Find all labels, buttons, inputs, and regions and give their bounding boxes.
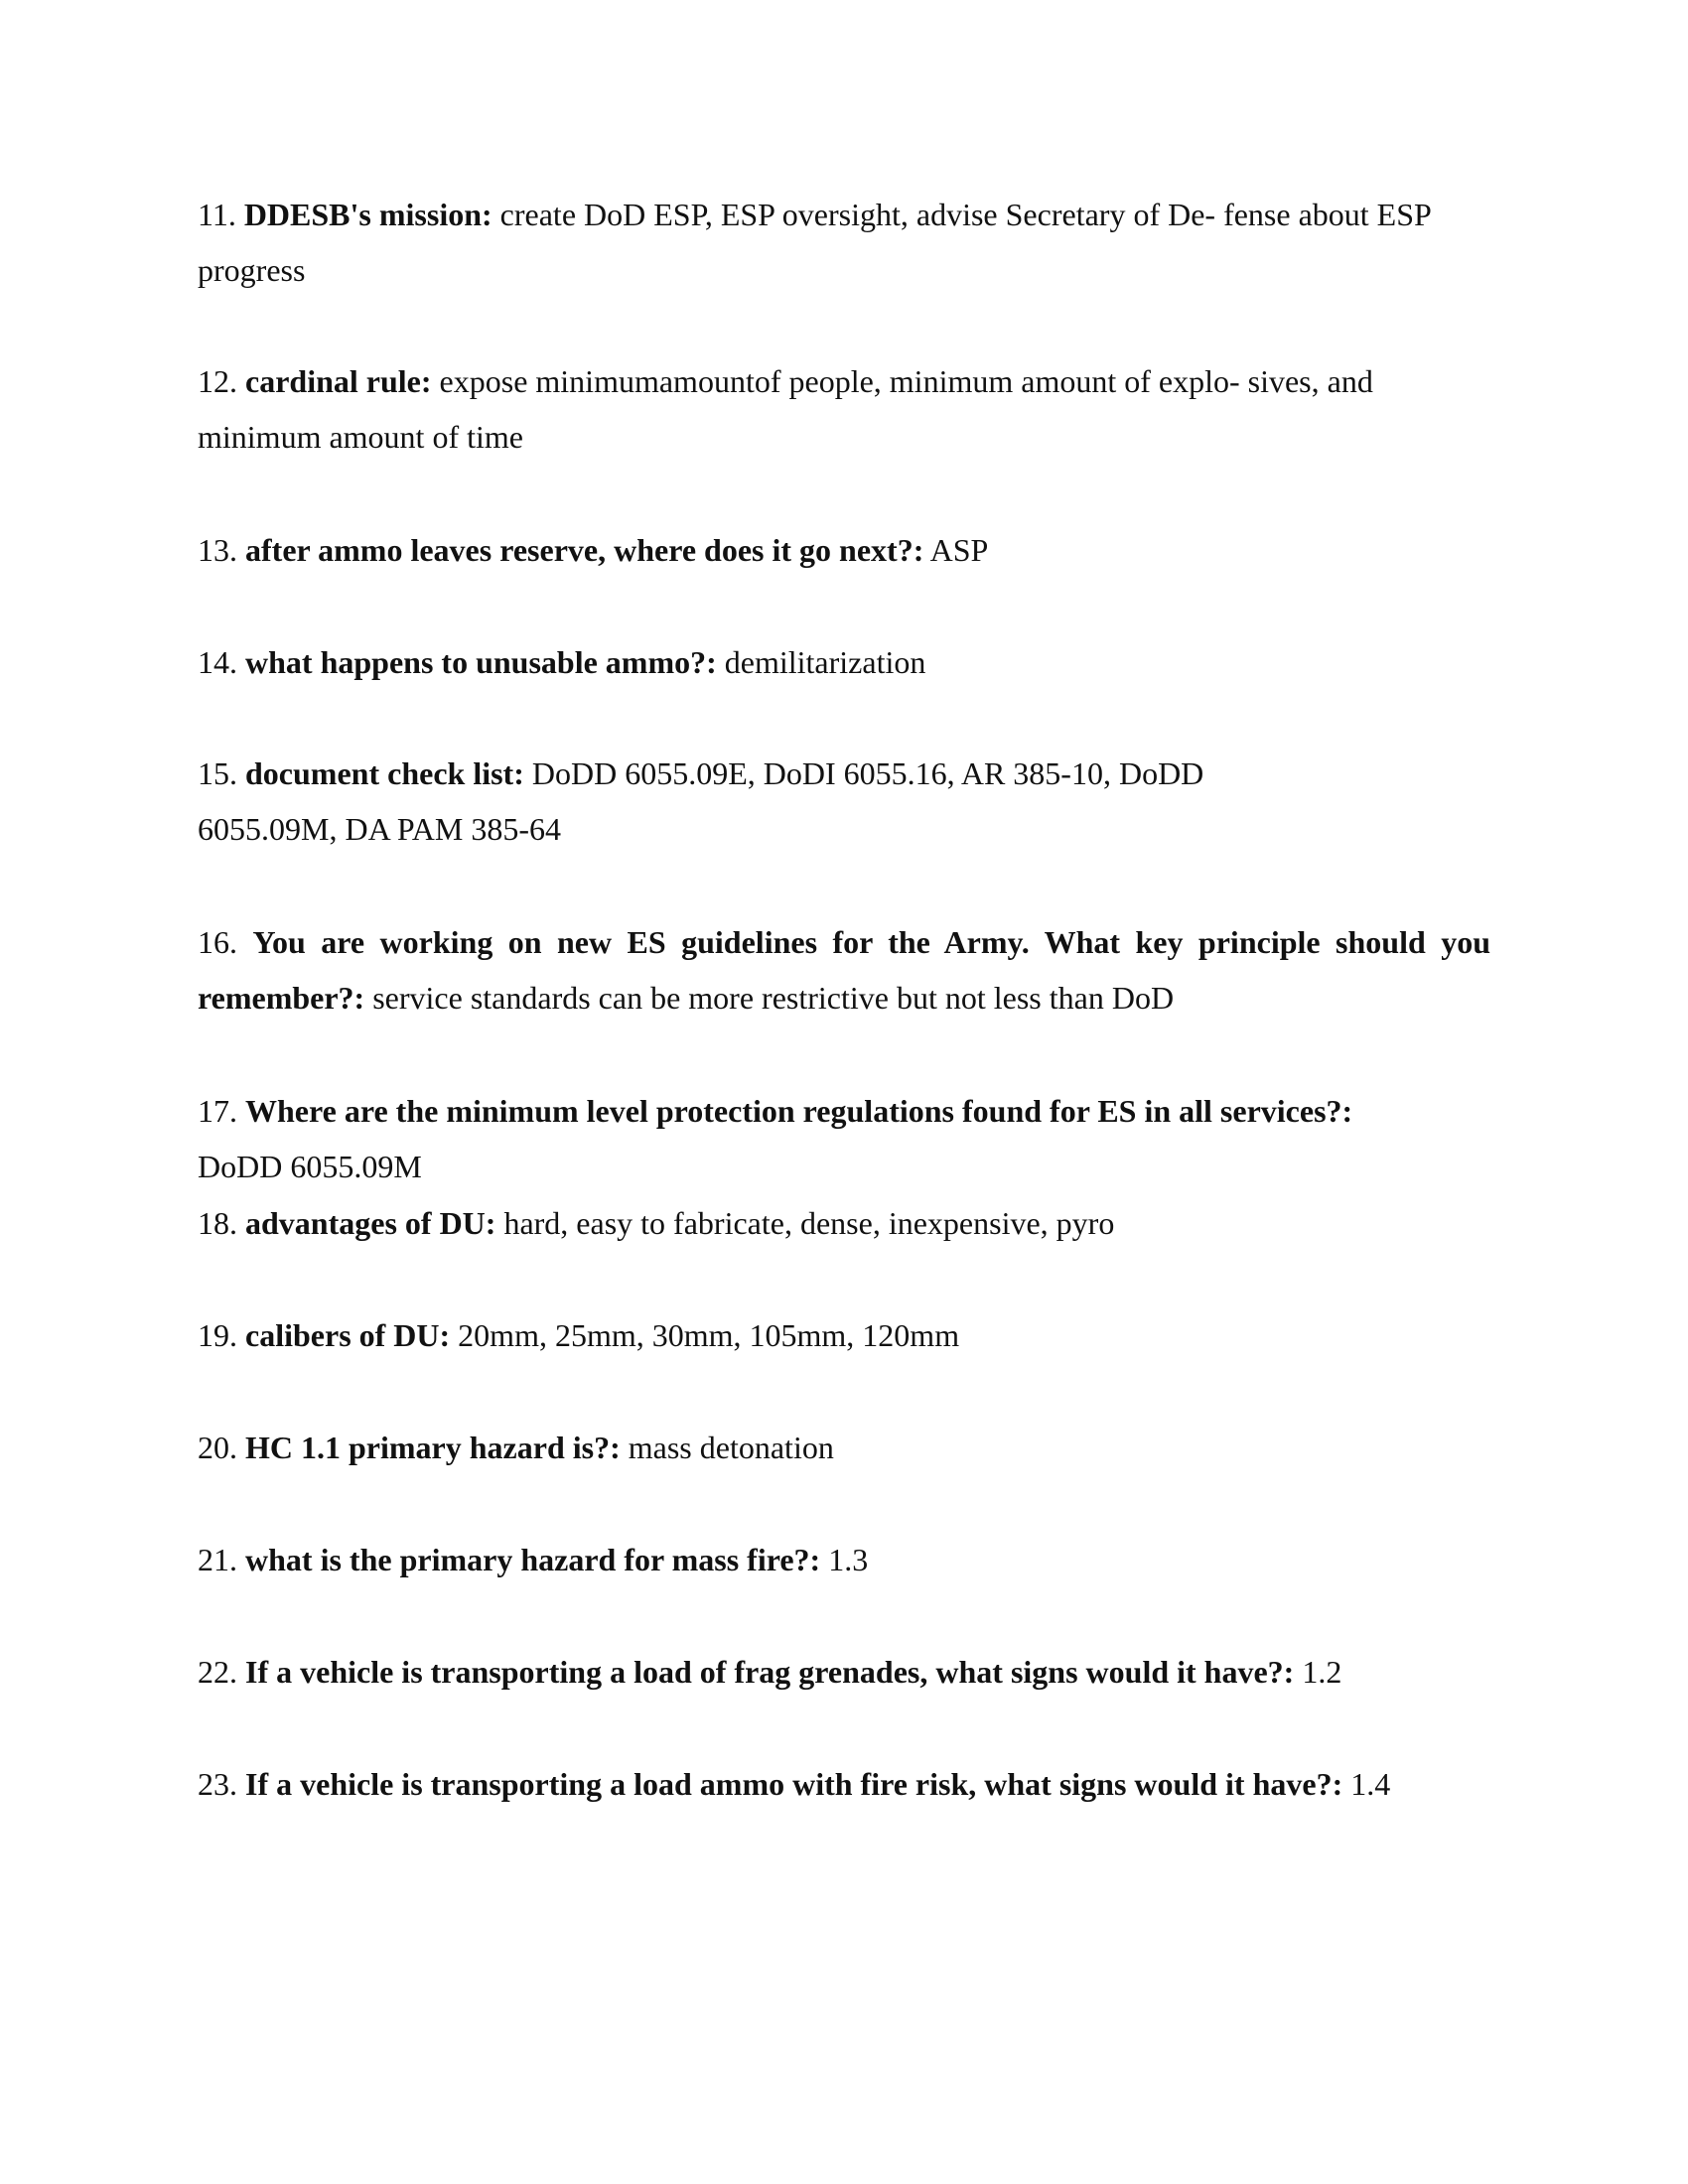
list-item: [198, 1420, 1490, 1475]
item-answer: DoDD 6055.09M: [198, 1149, 422, 1184]
item-answer: expose minimumamountof people, minimum amount of explo- sives, and minimum amount of time: [198, 363, 1373, 455]
item-number: 13.: [198, 532, 237, 568]
list-item: [198, 353, 1490, 465]
item-answer: ASP: [929, 532, 989, 568]
item-question: Where are the minimum level protection regulations found for ES in all services?:: [245, 1093, 1353, 1129]
item-question: what happens to unusable ammo?:: [245, 644, 717, 680]
item-number: 21.: [198, 1542, 237, 1577]
item-answer: 1.3: [828, 1542, 869, 1577]
item-answer: create DoD ESP, ESP oversight, advise Secretary of De- fense about ESP progress: [198, 197, 1431, 288]
item-number: 11.: [198, 197, 236, 232]
item-number: 12.: [198, 363, 237, 399]
item-answer: 1.2: [1302, 1654, 1342, 1690]
list-item: [198, 746, 1490, 857]
item-answer: demilitarization: [724, 644, 926, 680]
item-number: 14.: [198, 644, 237, 680]
list-item: [198, 1756, 1490, 1812]
item-question: what is the primary hazard for mass fire?:: [245, 1542, 821, 1577]
item-number: 23.: [198, 1766, 237, 1802]
item-number: 18.: [198, 1205, 237, 1241]
list-item: [198, 1195, 1490, 1251]
item-answer-continuation: 6055.09M, DA PAM 385-64: [198, 811, 561, 847]
item-number: 20.: [198, 1430, 237, 1465]
list-item: [198, 634, 1490, 690]
item-answer: mass detonation: [628, 1430, 834, 1465]
list-item: [198, 1644, 1490, 1700]
item-answer: DoDD 6055.09E, DoDI 6055.16, AR 385-10, DoDD: [531, 755, 1204, 791]
item-number: 15.: [198, 755, 237, 791]
list-item: [198, 1083, 1490, 1194]
list-item: [198, 914, 1490, 1025]
list-item: [198, 522, 1490, 578]
item-number: 22.: [198, 1654, 237, 1690]
item-answer: 1.4: [1350, 1766, 1391, 1802]
list-item: [198, 187, 1490, 298]
item-question: advantages of DU:: [245, 1205, 496, 1241]
list-item: [198, 1532, 1490, 1587]
item-question: If a vehicle is transporting a load of frag grenades, what signs would it have?:: [245, 1654, 1295, 1690]
item-question: DDESB's mission:: [243, 197, 492, 232]
item-question: calibers of DU:: [245, 1317, 451, 1353]
item-question: document check list:: [245, 755, 524, 791]
item-question: cardinal rule:: [245, 363, 432, 399]
item-number: 19.: [198, 1317, 237, 1353]
item-number: 17.: [198, 1093, 237, 1129]
item-question: If a vehicle is transporting a load ammo with fire risk, what signs would it have?:: [245, 1766, 1343, 1802]
item-question: after ammo leaves reserve, where does it go next?:: [245, 532, 924, 568]
item-answer: 20mm, 25mm, 30mm, 105mm, 120mm: [458, 1317, 960, 1353]
item-number: 16.: [198, 924, 237, 960]
item-answer: service standards can be more restrictive but not less than DoD: [372, 980, 1175, 1016]
item-answer: hard, easy to fabricate, dense, inexpensive, pyro: [503, 1205, 1115, 1241]
list-item: [198, 1307, 1490, 1363]
item-question: HC 1.1 primary hazard is?:: [245, 1430, 621, 1465]
item-question: You are working on new ES guidelines for the Army. What key principle should you remember?:: [198, 924, 1491, 1016]
